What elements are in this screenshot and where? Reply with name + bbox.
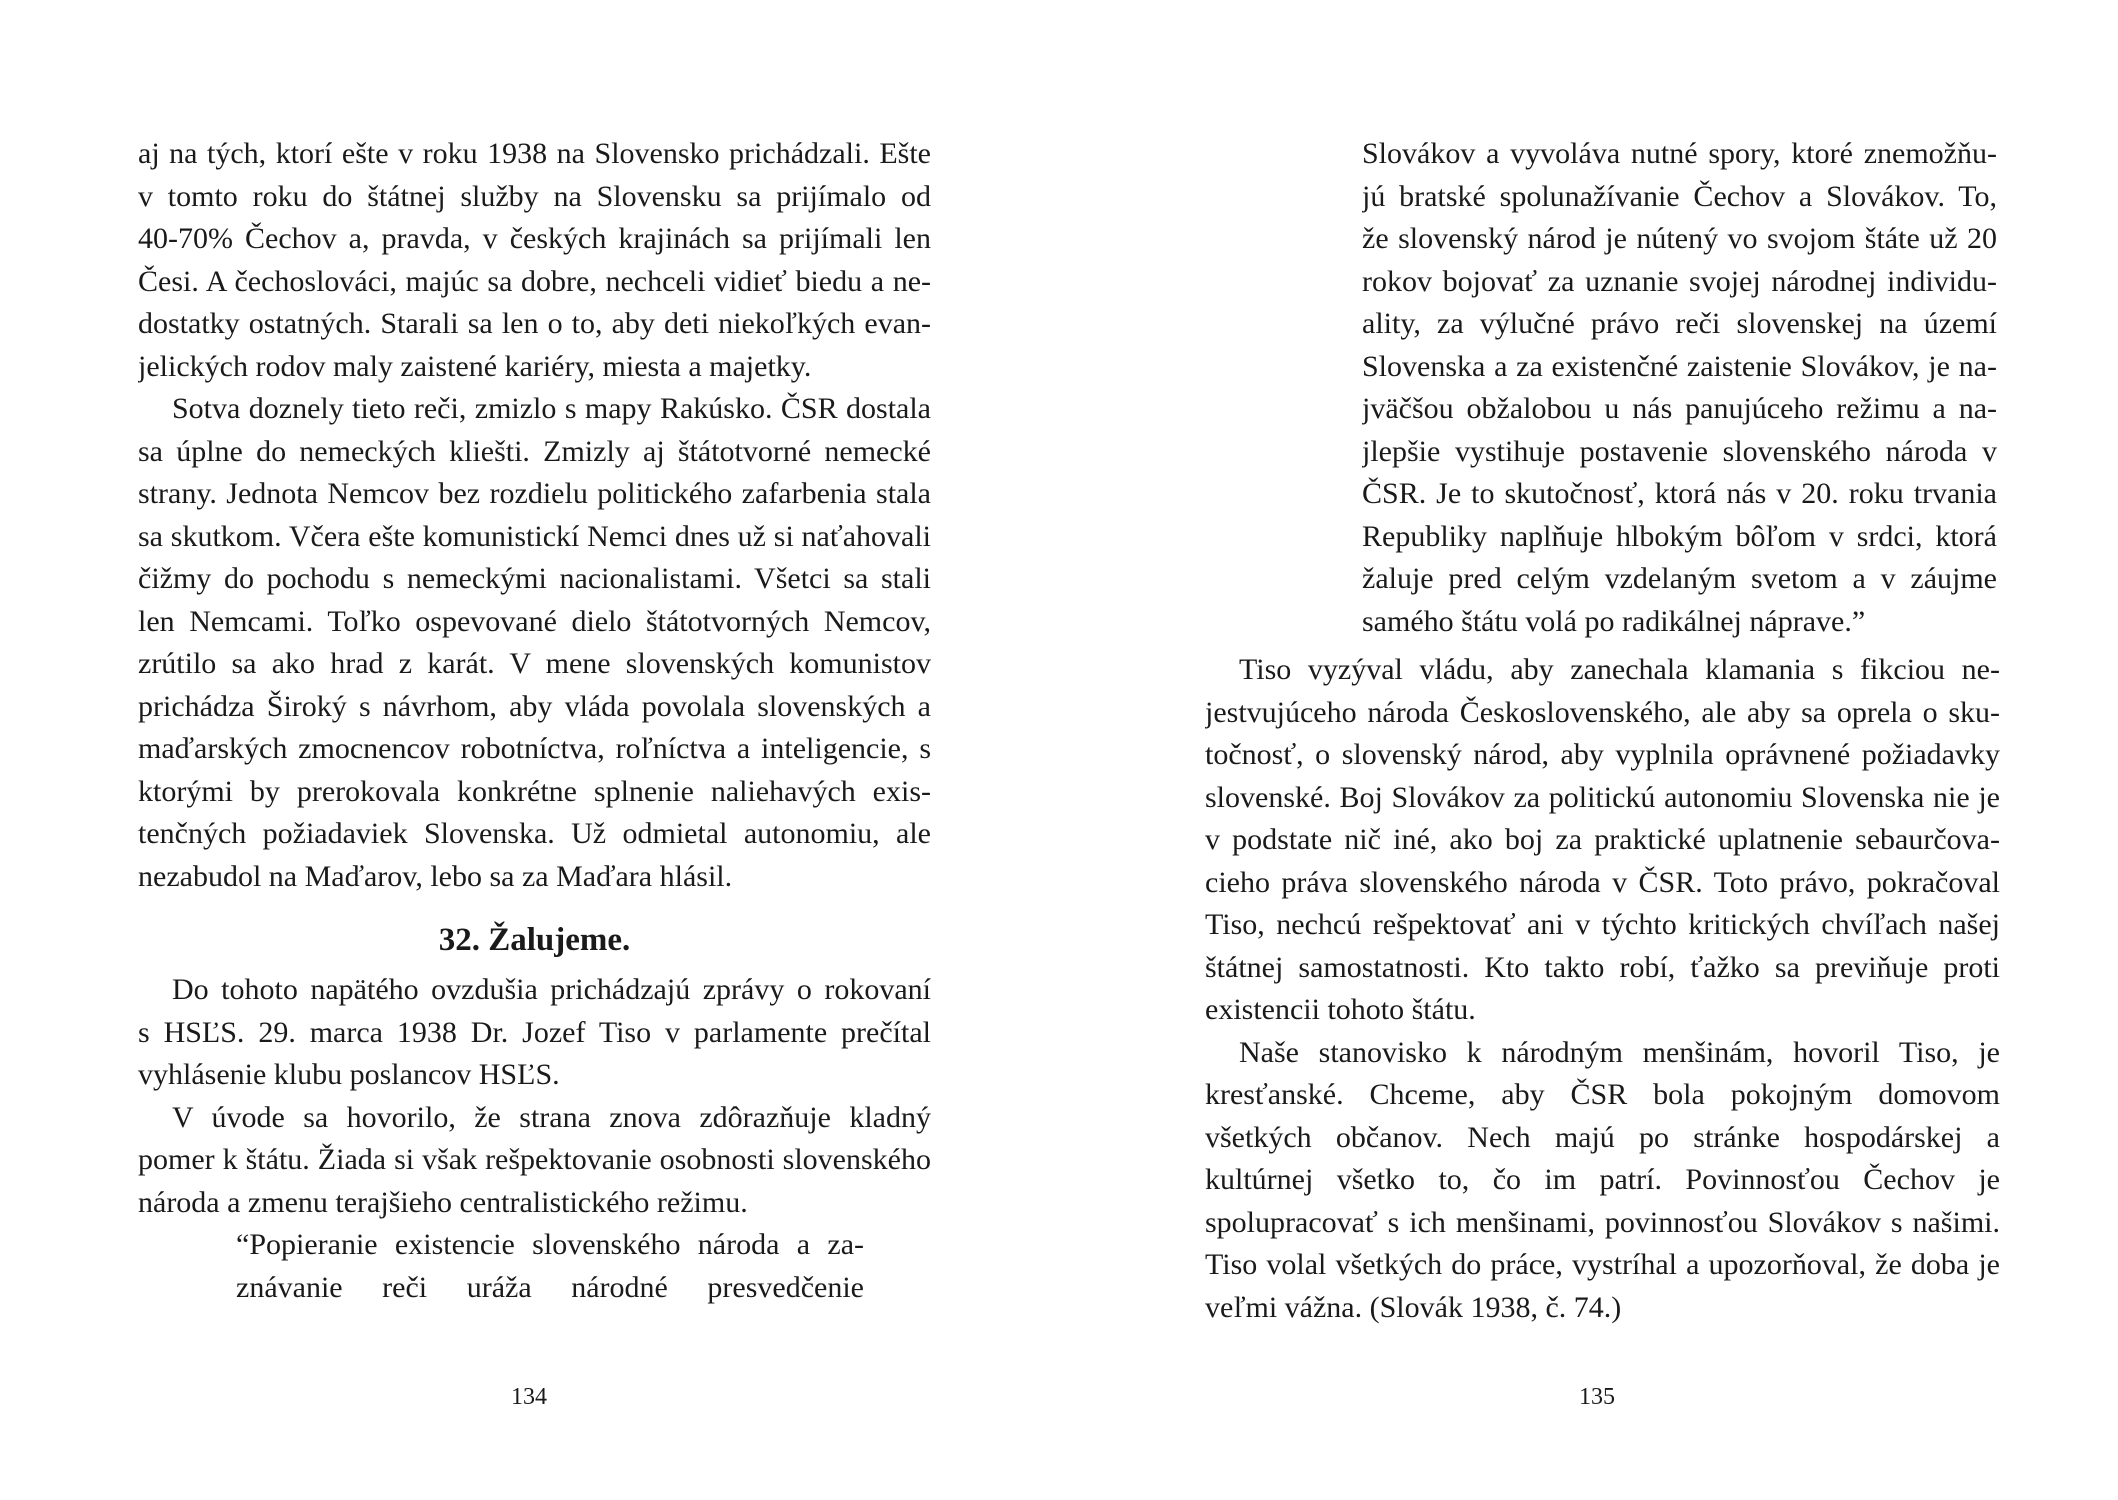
text-line: štátnej samostatnosti. Kto takto robí, ťažko sa previňuje proti (1205, 950, 2000, 984)
text-line: kresťanské. Chceme, aby ČSR bola pokojným domovom (1205, 1078, 2000, 1111)
quote-line: samého štátu volá po radikálnej náprave.” (1362, 604, 1866, 638)
text-line: nezabudol na Maďarov, lebo sa za Maďara hlásil. (138, 859, 733, 893)
right-page-body (1205, 133, 2000, 1329)
quote-line: ality, za výlučné právo reči slovenskej na území (1362, 307, 1997, 340)
quote-line: jú bratské spolunažívanie Čechov a Slovákov. To, (1362, 179, 1997, 213)
text-line: cieho práva slovenského národa v ČSR. Toto právo, pokračoval (1205, 865, 2000, 899)
quote-line: znávanie reči uráža národné presvedčenie (236, 1270, 864, 1304)
text-line: sa úplne do nemeckých kliešti. Zmizly aj štátotvorné nemecké (138, 434, 931, 468)
text-line: kultúrnej všetko to, čo im patrí. Povinnosťou Čechov je (1205, 1163, 2000, 1196)
text-line: 40-70% Čechov a, pravda, v českých krajinách sa prijímali len (138, 222, 931, 255)
text-line: dostatky ostatných. Starali sa len o to, aby deti niekoľkých evan- (138, 307, 931, 340)
page-number: 135 (1579, 1384, 1615, 1410)
text-line: Česi. A čechoslováci, majúc sa dobre, nechceli vidieť biedu a ne- (138, 264, 931, 298)
quote-line: Republiky naplňuje hlbokým bôľom v srdci, ktorá (1362, 519, 1997, 553)
left-page-body (138, 133, 931, 1309)
quote-line: “Popieranie existencie slovenského národa a za- (236, 1228, 864, 1261)
text-line: sa skutkom. Včera ešte komunistickí Nemci dnes už si naťahovali (138, 519, 931, 553)
text-line: Tiso volal všetkých do práce, vystríhal a upozorňoval, že doba je (1205, 1248, 2000, 1281)
text-line: národa a zmenu terajšieho centralistického režimu. (138, 1185, 748, 1219)
text-line: strany. Jednota Nemcov bez rozdielu politického zafarbenia stala (138, 477, 931, 510)
text-line: Naše stanovisko k národným menšinám, hovoril Tiso, je (1239, 1035, 2000, 1069)
quote-line: Slovenska a za existenčné zaistenie Slovákov, je na- (1362, 349, 1997, 383)
text-line: V úvode sa hovorilo, že strana znova zdôrazňuje kladný (172, 1100, 931, 1134)
text-line: vyhlásenie klubu poslancov HSĽS. (138, 1058, 560, 1091)
text-line: s HSĽS. 29. marca 1938 Dr. Jozef Tiso v parlamente prečítal (138, 1015, 931, 1049)
paragraph (138, 969, 931, 1097)
text-line: spolupracovať s ich menšinami, povinnosťou Slovákov s našimi. (1205, 1205, 2000, 1239)
text-line: pomer k štátu. Žiada si však rešpektovanie osobnosti slovenského (138, 1143, 931, 1176)
text-line: Do tohoto napätého ovzdušia prichádzajú zprávy o rokovaní (172, 973, 931, 1006)
text-line: všetkých občanov. Nech majú po stránke hospodárskej a (1205, 1120, 2000, 1154)
quote-line: ČSR. Je to skutočnosť, ktorá nás v 20. roku trvania (1362, 477, 1997, 510)
chapter-heading: 32. Žalujeme. (438, 922, 631, 958)
text-line: maďarských zmocnencov robotníctva, roľníctva a inteligencie, s (138, 732, 931, 765)
text-line: jelických rodov maly zaistené kariéry, miesta a majetky. (138, 349, 812, 383)
text-line: Sotva doznely tieto reči, zmizlo s mapy Rakúsko. ČSR dostala (172, 392, 931, 425)
quote-line: jlepšie vystihuje postavenie slovenského národa v (1362, 434, 1997, 468)
quote-line: rokov bojovať za uznanie svojej národnej individu- (1362, 264, 1997, 298)
text-line: ktorými by prerokovala konkrétne splnenie naliehavých exis- (138, 774, 931, 808)
text-line: točnosť, o slovenský národ, aby vyplnila oprávnené požiadavky (1205, 738, 2000, 771)
paragraph (138, 388, 931, 898)
paragraph (138, 133, 931, 388)
text-line: existencii tohoto štátu. (1205, 993, 1476, 1026)
quote-line: jväčšou obžalobou u nás panujúceho režimu a na- (1362, 392, 1997, 425)
paragraph (1205, 649, 2000, 1032)
block-quote (138, 1224, 931, 1309)
text-line: slovenské. Boj Slovákov za politickú autonomiu Slovenska nie je (1205, 780, 2000, 814)
text-line: tenčných požiadaviek Slovenska. Už odmietal autonomiu, ale (138, 817, 931, 850)
text-line: veľmi vážna. (Slovák 1938, č. 74.) (1205, 1290, 1622, 1324)
block-quote (1205, 133, 2000, 643)
quote-line: že slovenský národ je nútený vo svojom štáte už 20 (1362, 222, 1997, 255)
text-line: zrútilo sa ako hrad z karát. V mene slovenských komunistov (138, 647, 931, 680)
paragraph (138, 1097, 931, 1225)
text-line: v tomto roku do štátnej služby na Slovensku sa prijímalo od (138, 179, 931, 213)
text-line: Tiso, nechcú rešpektovať ani v týchto kritických chvíľach našej (1205, 908, 2000, 941)
paragraph (1205, 1032, 2000, 1330)
quote-line: žaluje pred celým vzdelaným svetom a v záujme (1362, 562, 1997, 595)
text-line: jestvujúceho národa Československého, ale aby sa oprela o sku- (1205, 695, 2000, 729)
right-page (1059, 0, 2118, 1500)
text-line: aj na tých, ktorí ešte v roku 1938 na Slovensko prichádzali. Ešte (138, 137, 931, 170)
text-line: Tiso vyzýval vládu, aby zanechala klamania s fikciou ne- (1239, 653, 2000, 686)
text-line: v podstate nič iné, ako boj za praktické uplatnenie sebaurčova- (1205, 823, 2000, 856)
quote-line: Slovákov a vyvoláva nutné spory, ktoré znemožňu- (1362, 137, 1997, 170)
page-number: 134 (511, 1384, 547, 1410)
text-line: len Nemcami. Toľko ospevované dielo štátotvorných Nemcov, (138, 604, 931, 638)
text-line: prichádza Široký s návrhom, aby vláda povolala slovenských a (138, 689, 931, 723)
text-line: čižmy do pochodu s nemeckými nacionalistami. Všetci sa stali (138, 562, 931, 595)
